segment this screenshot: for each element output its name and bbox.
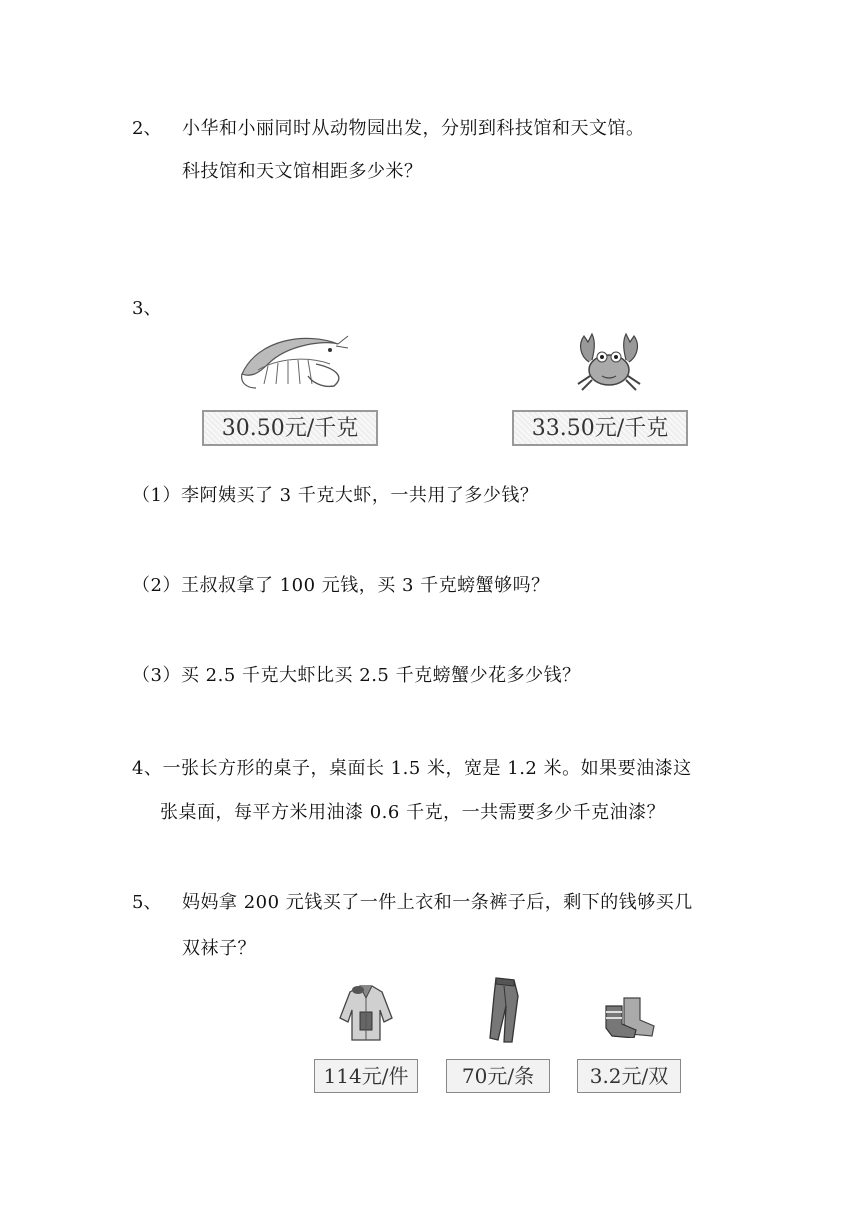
q3-sub2: （2）王叔叔拿了 100 元钱，买 3 千克螃蟹够吗？ [132, 575, 550, 596]
q3-sub1: （1）李阿姨买了 3 千克大虾，一共用了多少钱？ [132, 485, 539, 506]
q5-number: 5、 [132, 892, 162, 913]
crab-price-tag: 33.50元/千克 [512, 410, 688, 446]
socks-icon [600, 994, 660, 1042]
q3-sub3: （3）买 2.5 千克大虾比买 2.5 千克螃蟹少花多少钱？ [132, 665, 581, 686]
q4-text-line1: 4、一张长方形的桌子，桌面长 1.5 米，宽是 1.2 米。如果要油漆这 [132, 758, 692, 779]
crab-icon [572, 326, 646, 398]
jacket-icon [336, 982, 396, 1048]
pants-price-tag: 70元/条 [446, 1059, 550, 1093]
q2-number: 2、 [132, 118, 162, 139]
shrimp-price-tag: 30.50元/千克 [202, 410, 378, 446]
pants-icon [482, 976, 522, 1050]
q2-text-line1: 小华和小丽同时从动物园出发，分别到科技馆和天文馆。 [182, 118, 645, 139]
jacket-price-tag: 114元/件 [314, 1059, 418, 1093]
q5-text-line1: 妈妈拿 200 元钱买了一件上衣和一条裤子后，剩下的钱够买几 [182, 892, 693, 913]
q2-text-line2: 科技馆和天文馆相距多少米？ [182, 161, 423, 182]
q3-number: 3、 [132, 298, 162, 319]
q5-text-line2: 双袜子？ [182, 938, 256, 959]
socks-price-tag: 3.2元/双 [577, 1059, 681, 1093]
q4-text-line2: 张桌面，每平方米用油漆 0.6 千克，一共需要多少千克油漆？ [160, 802, 666, 823]
shrimp-icon [238, 330, 350, 396]
